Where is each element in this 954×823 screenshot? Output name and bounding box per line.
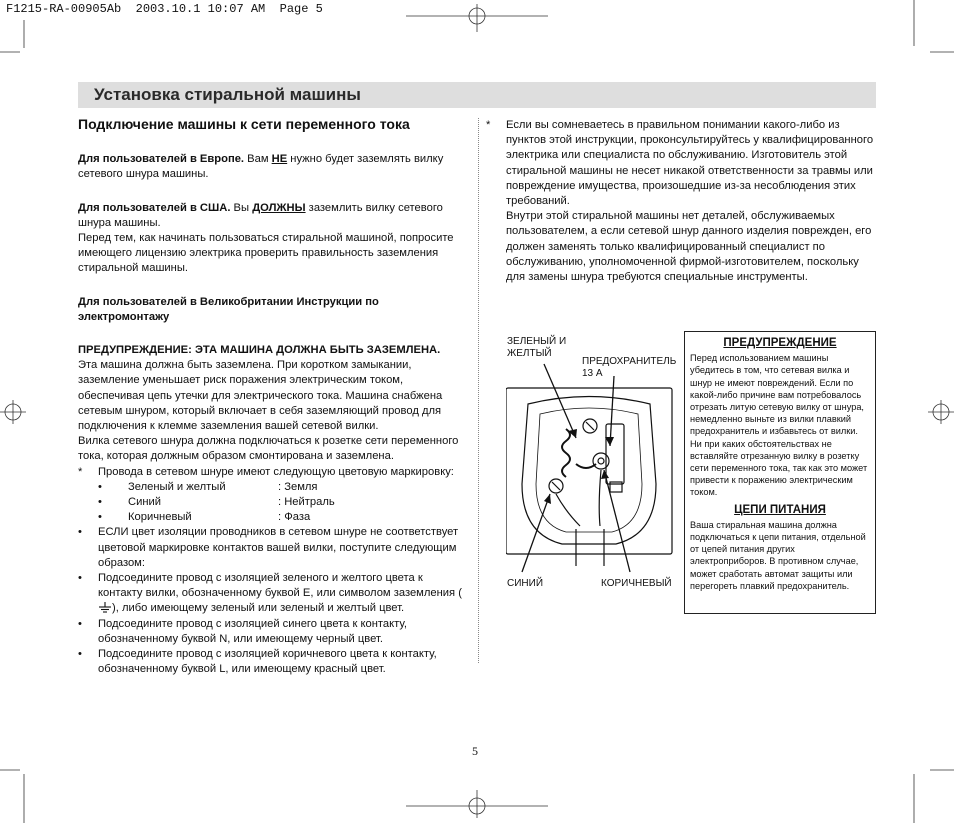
usa-paragraph: Для пользователей в США. Вы ДОЛЖНЫ заземлить вилку сетевого шнура машины.	[78, 201, 443, 229]
color-row: • Синий : Нейтраль	[98, 496, 335, 509]
warning-box-title: ПРЕДУПРЕЖДЕНИЕ	[723, 337, 837, 349]
print-header: F1215-RA-00905Ab 2003.10.1 10:07 AM Page 5	[6, 2, 323, 16]
left-column	[78, 115, 470, 678]
color-intro: * Провода в сетевом шнуре имеют следующую цветовую маркировку:	[78, 465, 454, 478]
right-paragraph: * Если вы сомневаетесь в правильном понимании какого-либо из пунктов этой инструкции, проконсультируйтесь у квалифицированного электрика или специалиста по обслуживанию. Изготовитель этой стиральной машины не несет никакой ответственности за травмы или повреждение имущества, произошедшие из-за несоблюдения этих требований. Внутри этой стиральной машины нет деталей, обслуживаемых пользователем, а если сетевой шнур данного изделия поврежден, его должен заменять только квалифицированный специалист по обслуживанию, уполномоченной фирмой-изготовителем, поскольку для замены шнура требуются специальные инструменты.	[486, 119, 874, 284]
page-number: 5	[472, 744, 478, 758]
bullet-blue: • Подсоедините провод с изоляцией синего цвета к контакту, обозначенному буквой N, или имеющему черный цвет.	[78, 617, 407, 645]
color-row: • Зеленый и желтый : Земля	[98, 480, 318, 493]
europe-paragraph: Для пользователей в Европе. Вам НЕ нужно будет заземлять вилку сетевого шнура машины.	[78, 153, 444, 181]
warning-paragraph-1: Эта машина должна быть заземлена. При коротком замыкании, заземление уменьшает риск поражения электрическим током, обеспечивая цепь утечки для электрического тока. Машина снабжена сетевым шнуром, который включает в себя заземляющий провод для подключения к клемме заземления вашей сетевой вилки.	[78, 359, 443, 433]
label-green-yellow: ЗЕЛЕНЫЙ И ЖЕЛТЫЙ	[507, 336, 567, 359]
color-row: • Коричневый : Фаза	[98, 511, 311, 524]
section-title-band	[78, 82, 876, 108]
warning-paragraph-2: Вилка сетевого шнура должна подключаться к розетке сети переменного тока, которая должным образом смонтирована и заземлена.	[78, 435, 459, 463]
warning-box-paragraph-1: Перед использованием машины убедитесь в том, что сетевая вилка и шнур не имеют повреждений. Если по какой-либо причине вам потребовалось отрезать литую сетевую вилку от шнура, немедленно выньте из вилки плавкий предохранитель и избавьтесь от вилки.	[690, 353, 864, 437]
warning-heading: ПРЕДУПРЕЖДЕНИЕ: ЭТА МАШИНА ДОЛЖНА БЫТЬ ЗАЗЕМЛЕНА.	[78, 344, 441, 357]
plug-wiring-diagram	[506, 334, 678, 594]
bullet-green: • Подсоедините провод с изоляцией зеленого и желтого цвета к контакту вилки, обозначенному буквой E, или символом заземления (), либо имеющему зеленый или зеленый и желтый цвет.	[78, 572, 462, 615]
circuit-paragraph: Ваша стиральная машина должна подключаться к цепи питания, отдельной от цепей питания других электроприборов. В противном случае, может сработать автомат защиты или перегореть плавкий предохранитель.	[690, 519, 866, 591]
usa-electrician-paragraph: Перед тем, как начинать пользоваться стиральной машиной, попросите имеющего лицензию электрика проверить правильность заземления стиральной машины.	[78, 232, 454, 275]
left-heading: Подключение машины к сети переменного тока	[78, 116, 410, 132]
warning-box	[684, 331, 876, 614]
bullet-if: • ЕСЛИ цвет изоляции проводников в сетевом шнуре не соответствует цветовой маркировке контактов вашей вилки, поступите следующим образом:	[78, 526, 459, 569]
section-title: Установка стиральной машины	[94, 85, 361, 104]
circuit-title: ЦЕПИ ПИТАНИЯ	[734, 503, 826, 516]
bullet-brown: • Подсоедините провод с изоляцией коричневого цвета к контакту, обозначенному буквой L, или имеющему красный цвет.	[78, 648, 437, 676]
column-divider	[478, 118, 479, 663]
label-fuse: ПРЕДОХРАНИТЕЛЬ 13 А	[582, 356, 677, 379]
label-blue: СИНИЙ	[507, 578, 544, 589]
right-column	[486, 118, 876, 285]
label-brown: КОРИЧНЕВЫЙ	[601, 578, 672, 589]
warning-box-paragraph-2: Ни при каких обстоятельствах не вставляйте отрезанную вилку в розетку сети переменного тока, так как это может привести к поражению электрическим током.	[690, 438, 868, 498]
ground-symbol-icon	[98, 602, 112, 613]
uk-heading: Для пользователей в Великобритании Инструкции по электромонтажу	[78, 295, 379, 323]
plug-drawing	[506, 334, 678, 574]
